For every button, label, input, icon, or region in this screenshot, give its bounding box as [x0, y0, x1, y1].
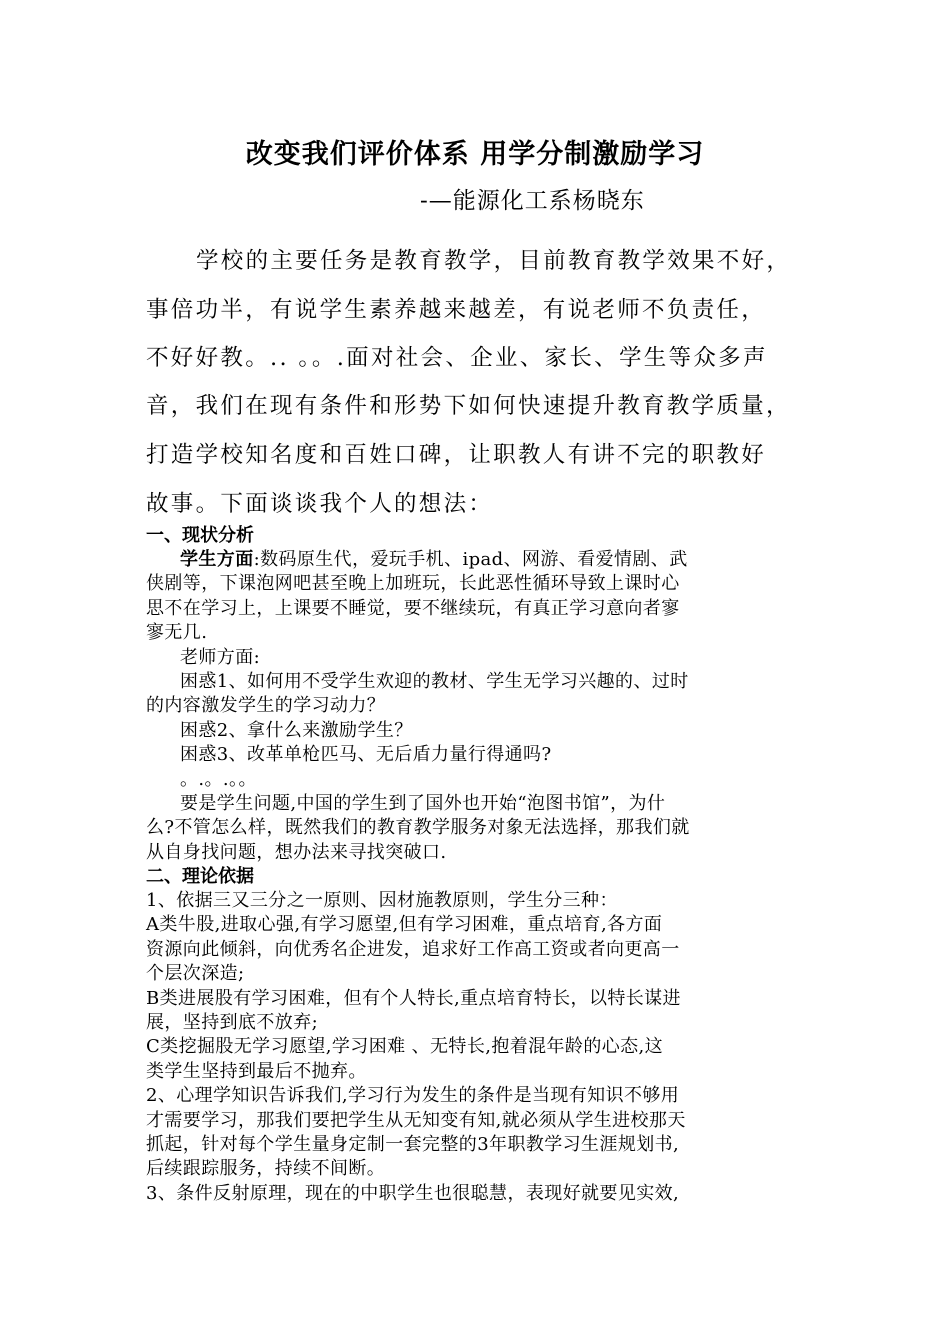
teacher-line: 的内容激发学生的学习动力？ [146, 695, 386, 717]
student-line [146, 548, 816, 572]
theory-line: 1、依据三又三分之一原则、因材施教原则，学生分三种： [146, 890, 618, 912]
conclusion-line: 要是学生问题,中国的学生到了国外也开始“泡图书馆”，为什 [180, 792, 666, 814]
theory-line: 类学生坚持到最后不抛弃。 [146, 1060, 367, 1082]
conclusion-line: 么?不管怎么样，既然我们的教育教学服务对象无法选择，那我们就 [146, 817, 690, 839]
teacher-line: 。.。.。。 [180, 768, 257, 790]
theory-line: A类牛股,进取心强,有学习愿望,但有学习困难，重点培育,各方面 [146, 914, 663, 936]
intro-line: 打造学校知名度和百姓口碑，让职教人有讲不完的职教好 [146, 442, 767, 468]
teacher-line: 困惑2、拿什么来激励学生？ [180, 719, 413, 741]
intro-line: 音，我们在现有条件和形势下如何快速提升教育教学质量， [146, 393, 791, 419]
theory-line: 展，坚持到底不放弃; [146, 1012, 319, 1034]
document-title: 改变我们评价体系 用学分制激励学习 [245, 139, 705, 170]
teacher-line: 困惑1、如何用不受学生欢迎的教材、学生无学习兴趣的、过时 [180, 670, 689, 692]
section-heading-status: 一、现状分析 [146, 525, 254, 546]
section-heading-theory: 二、理论依据 [146, 866, 254, 888]
student-line: 寥无几. [146, 622, 208, 644]
theory-line: 资源向此倾斜，向优秀名企进发，追求好工作高工资或者向更高一 [146, 938, 680, 960]
student-line: 思不在学习上，上课要不睡觉，要不继续玩，有真正学习意向者寥 [146, 597, 680, 619]
theory-line: C类挖掘股无学习愿望,学习困难 、无特长,抱着混年龄的心态,这 [146, 1036, 664, 1058]
intro-line: 故事。下面谈谈我个人的想法： [146, 491, 494, 517]
theory-line: 2、心理学知识告诉我们,学习行为发生的条件是当现有知识不够用 [146, 1085, 680, 1107]
student-text: :数码原生代，爱玩手机、ipad、网游、看爱情剧、武 [253, 549, 688, 570]
intro-line: 不好好教。.. 。。.面对社会、企业、家长、学生等众多声 [146, 345, 768, 371]
teacher-line: 困惑3、改革单枪匹马、无后盾力量行得通吗? [180, 744, 552, 766]
conclusion-line: 从自身找问题，想办法来寻找突破口. [146, 841, 447, 863]
theory-line: 3、条件反射原理，现在的中职学生也很聪慧，表现好就要见实效, [146, 1182, 680, 1204]
intro-line: 学校的主要任务是教育教学，目前教育教学效果不好， [196, 248, 792, 274]
theory-line: B类进展股有学习困难，但有个人特长,重点培育特长，以特长谋进 [146, 987, 681, 1009]
theory-line: 个层次深造; [146, 963, 245, 985]
student-line: 侠剧等，下课泡网吧甚至晚上加班玩，长此恶性循环导致上课时心 [146, 573, 680, 595]
theory-line: 才需要学习，那我们要把学生从无知变有知,就必须从学生进校那天 [146, 1109, 686, 1131]
teacher-line: 老师方面: [180, 646, 261, 668]
theory-line: 抓起，针对每个学生量身定制一套完整的3年职教学习生涯规划书, [146, 1133, 680, 1155]
intro-line: 事倍功半，有说学生素养越来越差，有说老师不负责任， [146, 297, 767, 323]
theory-line: 后续跟踪服务，持续不间断。 [146, 1158, 386, 1180]
document-body [146, 524, 816, 1206]
student-label: 学生方面 [180, 549, 254, 570]
document-author: -—能源化工系杨晓东 [420, 188, 645, 214]
